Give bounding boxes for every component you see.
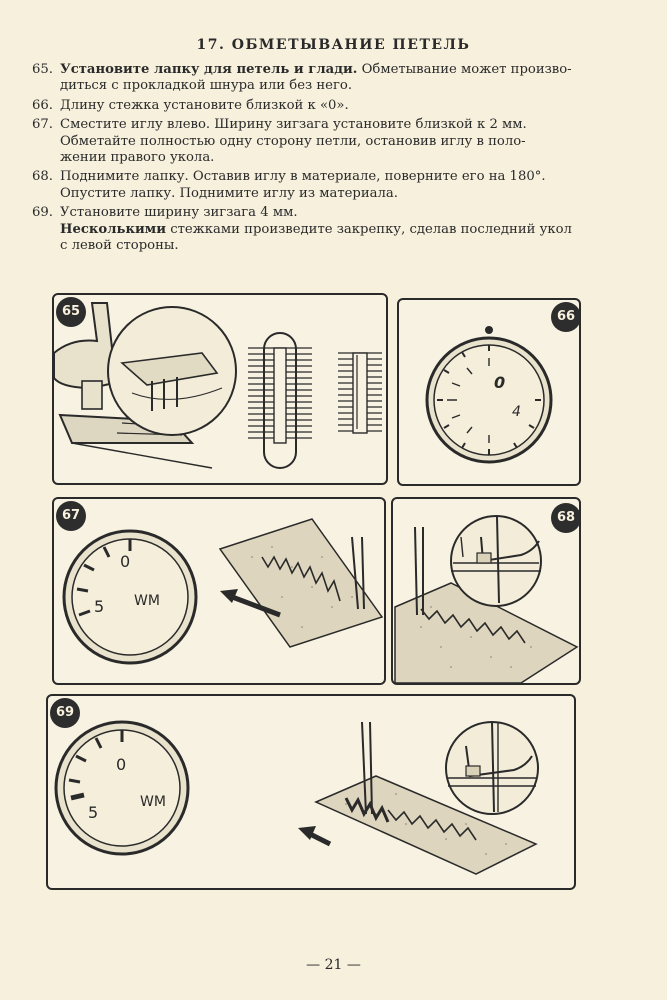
instruction-number: 69. [32, 205, 53, 221]
instruction-normal-text: с левой стороны. [60, 238, 179, 254]
instruction-text [60, 205, 622, 254]
instruction-item [32, 205, 622, 254]
fabric-rotate-illustration [391, 497, 581, 685]
instruction-line [60, 186, 622, 202]
instruction-text [60, 62, 622, 95]
instruction-normal-text: Опустите лапку. Поднимите иглу из материала. [60, 185, 398, 201]
presser-foot-illustration [52, 293, 388, 485]
instruction-line [60, 117, 622, 133]
figure-68-panel [391, 497, 581, 685]
instruction-text [60, 169, 622, 202]
instruction-normal-text: Установите ширину зигзага 4 мм. [60, 205, 298, 221]
dial-label-four: 4 [512, 404, 521, 420]
instruction-line [60, 150, 622, 166]
instruction-line [60, 62, 622, 78]
dial-label-five: 5 [88, 803, 99, 822]
section-title: 17. ОБМЕТЫВАНИЕ ПЕТЕЛЬ [196, 37, 471, 53]
instruction-number: 66. [32, 97, 53, 113]
instruction-normal-text: Сместите иглу влево. Ширину зигзага установите близкой к 2 мм. [60, 117, 527, 133]
instruction-normal-text: жении правого укола. [60, 150, 215, 166]
zigzag-width-dial [52, 497, 386, 685]
figure-68-badge: 68 [551, 503, 581, 533]
figure-69-panel [46, 694, 576, 890]
dial-label-zero: 0 [494, 373, 506, 392]
instruction-number: 67. [32, 117, 53, 133]
figure-65-badge: 65 [56, 297, 86, 327]
zigzag-width-dial-and-bartack [46, 694, 576, 890]
figure-67-badge: 67 [56, 501, 86, 531]
dial-label-zigzag: WM [140, 794, 166, 810]
instruction-text [60, 98, 622, 114]
instruction-normal-text: Обметайте полностью одну сторону петли, остановив иглу в поло- [60, 133, 526, 149]
instruction-line [60, 222, 622, 238]
instruction-line [60, 78, 622, 94]
instruction-normal-text: диться с прокладкой шнура или без него. [60, 78, 353, 94]
figure-69-badge: 69 [50, 698, 80, 728]
instruction-normal-text: Обметывание может произво- [357, 62, 572, 77]
instruction-item [32, 169, 622, 202]
instruction-item [32, 98, 622, 114]
instruction-bold-text: Несколькими [60, 221, 166, 237]
instruction-line [60, 134, 622, 150]
instruction-text [60, 117, 622, 166]
instruction-item [32, 117, 622, 166]
instruction-line [60, 205, 622, 221]
figure-67-panel [52, 497, 386, 685]
instruction-list [32, 62, 622, 257]
instruction-normal-text: Поднимите лапку. Оставив иглу в материале, поверните его на 180°. [60, 169, 546, 185]
instruction-line [60, 238, 622, 254]
dial-label-zigzag: WM [134, 593, 160, 609]
dial-label-zero: 0 [120, 552, 131, 571]
figure-65-panel [52, 293, 388, 485]
figure-66-badge: 66 [551, 302, 581, 332]
instruction-number: 68. [32, 169, 53, 185]
instruction-item [32, 62, 622, 95]
dial-label-zero: 0 [116, 755, 127, 774]
instruction-normal-text: Длину стежка установите близкой к «0». [60, 97, 349, 113]
dial-label-five: 5 [94, 597, 105, 616]
instruction-bold-text: Установите лапку для петель и глади. [60, 62, 358, 77]
page-number: — 21 — [306, 957, 361, 973]
instruction-line [60, 98, 622, 114]
instruction-normal-text: стежками произведите закрепку, сделав последний укол [166, 221, 572, 237]
instruction-number: 65. [32, 62, 53, 77]
figure-66-panel [397, 298, 581, 486]
stitch-length-dial [397, 298, 581, 486]
instruction-line [60, 169, 622, 185]
